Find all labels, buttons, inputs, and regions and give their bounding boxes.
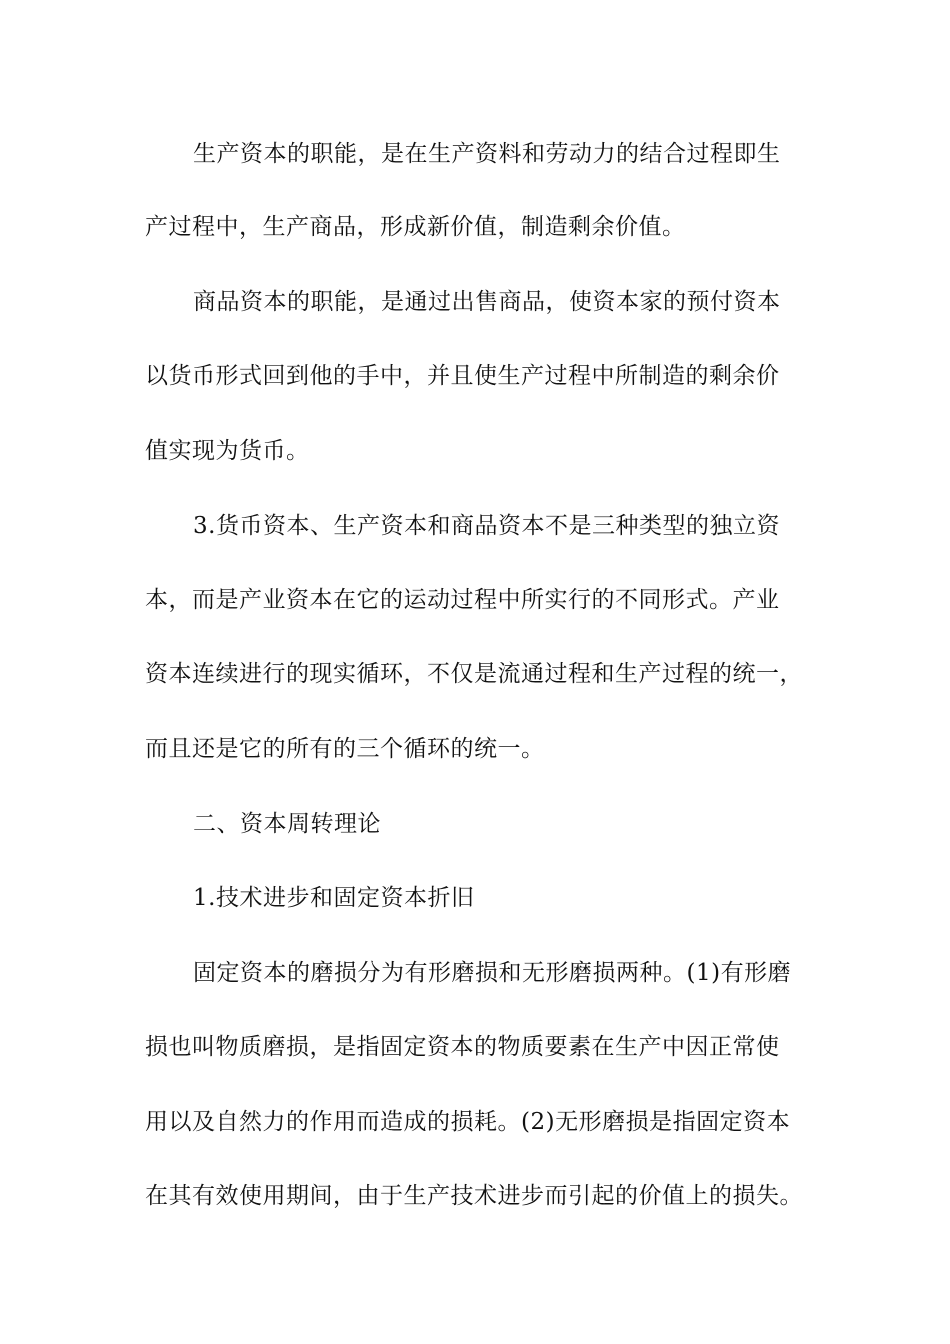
- paragraph-6-line-1: 固定资本的磨损分为有形磨损和无形磨损两种。(1)有形磨: [193, 960, 792, 986]
- section-heading: 二、资本周转理论: [193, 811, 381, 837]
- subsection-heading: 1.技术进步和固定资本折旧: [193, 885, 475, 911]
- paragraph-6-line-3: 用以及自然力的作用而造成的损耗。(2)无形磨损是指固定资本: [145, 1109, 791, 1135]
- paragraph-2-line-2: 以货币形式回到他的手中，并且使生产过程中所制造的剩余价: [145, 363, 780, 389]
- paragraph-3-line-1: 3.货币资本、生产资本和商品资本不是三种类型的独立资: [193, 513, 780, 539]
- paragraph-2-line-3: 值实现为货币。: [145, 438, 310, 464]
- paragraph-1-line-2: 产过程中，生产商品，形成新价值，制造剩余价值。: [145, 214, 686, 240]
- paragraph-2-line-1: 商品资本的职能，是通过出售商品，使资本家的预付资本: [193, 289, 781, 315]
- paragraph-6-line-4: 在其有效使用期间，由于生产技术进步而引起的价值上的损失。: [145, 1183, 803, 1209]
- paragraph-3-line-2: 本，而是产业资本在它的运动过程中所实行的不同形式。产业: [145, 587, 780, 613]
- paragraph-3-line-3: 资本连续进行的现实循环，不仅是流通过程和生产过程的统一，: [145, 661, 803, 687]
- paragraph-3-line-4: 而且还是它的所有的三个循环的统一。: [145, 736, 545, 762]
- paragraph-6-line-2: 损也叫物质磨损，是指固定资本的物质要素在生产中因正常使: [145, 1034, 780, 1060]
- paragraph-1-line-1: 生产资本的职能，是在生产资料和劳动力的结合过程即生: [193, 141, 781, 167]
